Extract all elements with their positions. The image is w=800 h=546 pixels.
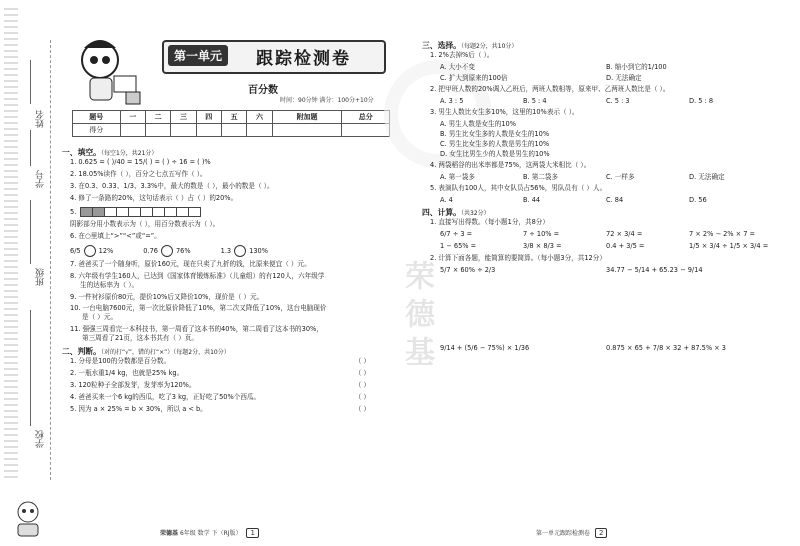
score-cell[interactable] (145, 124, 170, 137)
judge-q3: 3. 120粒种子全部发芽，发芽率为120%。 （ ） (70, 381, 370, 390)
binding-strip (0, 0, 58, 546)
choice-q5: 5. 表演队有100人，其中女队员占56%，男队员有（ ）人。 (430, 184, 607, 193)
page-title: 跟踪检测卷 (256, 49, 351, 69)
score-header-cell: 二 (145, 111, 170, 124)
calc-exprs-1 (440, 267, 772, 275)
option[interactable]: D. 无法确定 (606, 74, 642, 83)
fill-q9: 9. 一件衬衫原价80元，提价10%后又降价10%，现价是（ ）元。 (70, 292, 264, 301)
judge-q1: 1. 分母是100的分数都是百分数。 （ ） (70, 357, 370, 366)
option[interactable]: A. 大小不变 (440, 63, 475, 72)
fill-q6: 6. 在○里填上“>”“<”或“=”。 (70, 231, 161, 240)
left-column (62, 145, 400, 418)
option[interactable]: A. 4 (440, 196, 453, 205)
page-number: 2 (595, 528, 607, 538)
calc-row-1 (440, 231, 772, 239)
option[interactable]: C. 男生比女生多的人数是男生的10% (440, 139, 550, 148)
fill-q5: 5. (70, 207, 400, 217)
calc-expression: 0.875 × 65 + 7/8 × 32 + 87.5% × 3 (606, 343, 726, 352)
work-area[interactable] (422, 279, 772, 345)
choice-q2: 2. 把甲班人数的20%调入乙班后，两班人数相等，原来甲、乙两班人数比是（ ）。 (430, 85, 670, 94)
school-label: 学校 (36, 430, 46, 448)
compare-row: 6/5 12% 0.76 76% 1.3 130% (70, 246, 268, 255)
calc-item: 7 × 2% − 2% × 7 = (689, 230, 756, 239)
score-header-cell: 附加题 (272, 111, 342, 124)
footer-right (536, 528, 607, 538)
shaded-bar-diagram (80, 207, 200, 217)
watermark: 荣德基 (399, 260, 434, 374)
section-choice-title: 三、选择。（每题2分，共10分） (422, 41, 518, 50)
fill-q3: 3. 在0.3、0.33、1/3、3.3%中，最大的数是（ ），最小的数是（ ）。 (70, 182, 274, 191)
judge-q5: 5. 因为 a × 25% = b × 30%，所以 a < b。 （ ） (70, 405, 370, 413)
score-cell[interactable] (342, 124, 390, 137)
name-label: 姓名 (36, 110, 46, 128)
name-line (30, 60, 31, 104)
option[interactable]: A. 第一袋多 (440, 173, 475, 182)
score-header-cell: 四 (196, 111, 221, 124)
fill-q7: 7. 爸爸买了一个随身听，原价160元，现在只卖了九折的钱，比原来便宜（ ）元。 (70, 259, 311, 268)
calc-item: 1/5 × 3/4 ÷ 1/5 × 3/4 = (689, 242, 769, 251)
option[interactable]: B. 缩小到它的1/100 (606, 63, 667, 72)
section-judge-title: 二、判断。（对的打“√”，错的打“×”）（每题2分，共10分） (62, 347, 230, 357)
calc-item: 0.4 + 3/5 = (606, 242, 645, 251)
calc-expression: 5/7 × 60% ÷ 2/3 (440, 266, 496, 274)
option[interactable]: A. 3 : 5 (440, 96, 464, 105)
judge-q4: 4. 爸爸买来一个6 kg的西瓜，吃了3 kg，正好吃了50%个西瓜。 （ ） (70, 393, 370, 402)
choice-q5-options (440, 197, 772, 205)
calc-item: 7 ÷ 10% = (523, 230, 560, 239)
option[interactable]: B. 5 : 4 (523, 96, 547, 105)
option[interactable]: C. 84 (606, 196, 624, 205)
calc-part1: 1. 直接写出得数。（每小题1分，共8分） (430, 218, 549, 227)
score-header-cell: 五 (221, 111, 246, 124)
footer-left (160, 528, 259, 538)
option[interactable]: B. 44 (523, 196, 541, 205)
option[interactable]: D. 女生比男生少的人数是男生的10% (440, 149, 550, 158)
calc-exprs-2 (440, 345, 772, 353)
option[interactable]: C. 一样多 (606, 173, 635, 182)
class-line (30, 200, 31, 264)
calc-part2: 2. 计算下面各题，能简算的要简算。（每小题3分，共12分） (430, 254, 606, 263)
section-calc-title: 四、计算。（共32分） (422, 208, 490, 218)
score-row-label: 得分 (73, 124, 121, 137)
mascot-icon (70, 38, 150, 108)
school-line (30, 310, 31, 426)
compare-circle[interactable] (234, 245, 246, 257)
title-box (162, 40, 386, 74)
fill-q11-cont: 第三周看了21页，这本书共有（ ）页。 (82, 334, 198, 343)
choice-q2-options (440, 98, 772, 106)
fill-q10-cont: 是（ ）元。 (82, 313, 118, 322)
fill-q2: 2. 18.05%读作（ ），百分之七点五写作（ ）。 (70, 170, 207, 179)
footer-unit: 第一单元跟踪检测卷 (536, 530, 591, 537)
score-cell[interactable] (171, 124, 196, 137)
compare-circle[interactable] (161, 245, 173, 257)
option[interactable]: D. 5 : 8 (689, 96, 714, 105)
choice-q4: 4. 两袋稻谷的出米率都是75%，这两袋大米相比（ ）。 (430, 161, 591, 170)
calc-row-2 (440, 243, 772, 251)
fill-q8-cont: 生的达标率为（ ）。 (80, 280, 139, 289)
score-header-cell: 一 (120, 111, 145, 124)
option[interactable]: B. 第二袋多 (523, 173, 559, 182)
footer-brand: 荣德基 (160, 530, 179, 537)
score-header-cell: 三 (171, 111, 196, 124)
fill-q4: 4. 修了一条路的20%，这句话表示（ ）占（ ）的20%。 (70, 194, 238, 203)
judge-q2: 2. 一瓶水重1/4 kg，也就是25% kg。 （ ） (70, 369, 370, 378)
score-cell[interactable] (120, 124, 145, 137)
score-header-cell: 题号 (73, 111, 121, 124)
binding-zigzag (4, 8, 18, 478)
fill-q11: 11. 强强三周看完一本科技书，第一周看了这本书的40%，第二周看了这本书的30%， (70, 325, 323, 334)
unit-tag: 第一单元 (168, 45, 228, 66)
mascot-small-icon (10, 498, 46, 538)
calc-expression: 34.77 − 5/14 + 65.23 − 9/14 (606, 266, 703, 274)
option[interactable]: C. 5 : 3 (606, 96, 630, 105)
fill-q5-answer: 阴影部分用小数表示为（ ），用百分数表示为（ ）。 (70, 219, 220, 228)
choice-q1-options (440, 75, 772, 83)
exam-header (70, 38, 390, 108)
score-cell[interactable] (272, 124, 342, 137)
score-cell[interactable] (221, 124, 246, 137)
calc-item: 1 − 65% = (440, 242, 477, 251)
subtitle: 百分数 (248, 85, 278, 96)
score-cell[interactable] (247, 124, 272, 137)
calc-expression: 9/14 + (5/6 − 75%) × 1/36 (440, 343, 530, 352)
class-label: 班级 (36, 268, 46, 286)
cut-line (50, 40, 51, 480)
section-fill-title: 一、填空。（每空1分，共21分） (62, 148, 158, 157)
fill-q1: 1. 0.625 = ( )/40 = 15/( ) = ( ) ÷ 16 = ( )% (70, 158, 211, 167)
right-column (422, 38, 772, 357)
calc-item: 72 × 3/4 = (606, 230, 643, 239)
score-cell[interactable] (196, 124, 221, 137)
fill-q8: 8. 六年级有学生160人，已达到《国家体育锻炼标准》（儿童组）的有120人，六年级学 (70, 271, 325, 280)
option[interactable]: A. 男生人数是女生的10% (440, 119, 516, 128)
score-row (73, 124, 390, 137)
choice-q3: 3. 男生人数比女生多10%，这里的10%表示（ ）。 (430, 107, 579, 116)
option[interactable]: C. 扩大到原来的100倍 (440, 74, 508, 83)
choice-q4-options (440, 174, 772, 182)
score-table (72, 110, 390, 137)
calc-item: 6/7 ÷ 3 = (440, 230, 473, 239)
score-header-cell: 总分 (342, 111, 390, 124)
fill-q10: 10. 一台电脑7600元，第一次比原价降低了10%，第二次又降低了10%，这台电脑现价 (70, 304, 327, 313)
footer-book: 6年级 数学 下（RJ版） (179, 530, 242, 537)
choice-q1: 1. 2%去掉%后（ ）。 (430, 51, 494, 60)
student-id-line (30, 130, 31, 166)
compare-circle[interactable] (84, 245, 96, 257)
option[interactable]: B. 男生比女生多的人数是女生的10% (440, 129, 550, 138)
page-number: 1 (246, 528, 258, 538)
student-id-label: 学号 (36, 170, 46, 188)
calc-item: 3/8 × 8/3 = (523, 242, 562, 251)
score-header-cell: 六 (247, 111, 272, 124)
option[interactable]: D. 56 (689, 196, 707, 205)
option[interactable]: D. 无法确定 (689, 173, 725, 182)
exam-meta: 时间：90分钟 满分：100分+10分 (280, 97, 374, 104)
choice-q1-options (440, 64, 772, 72)
score-header-row (73, 111, 390, 124)
